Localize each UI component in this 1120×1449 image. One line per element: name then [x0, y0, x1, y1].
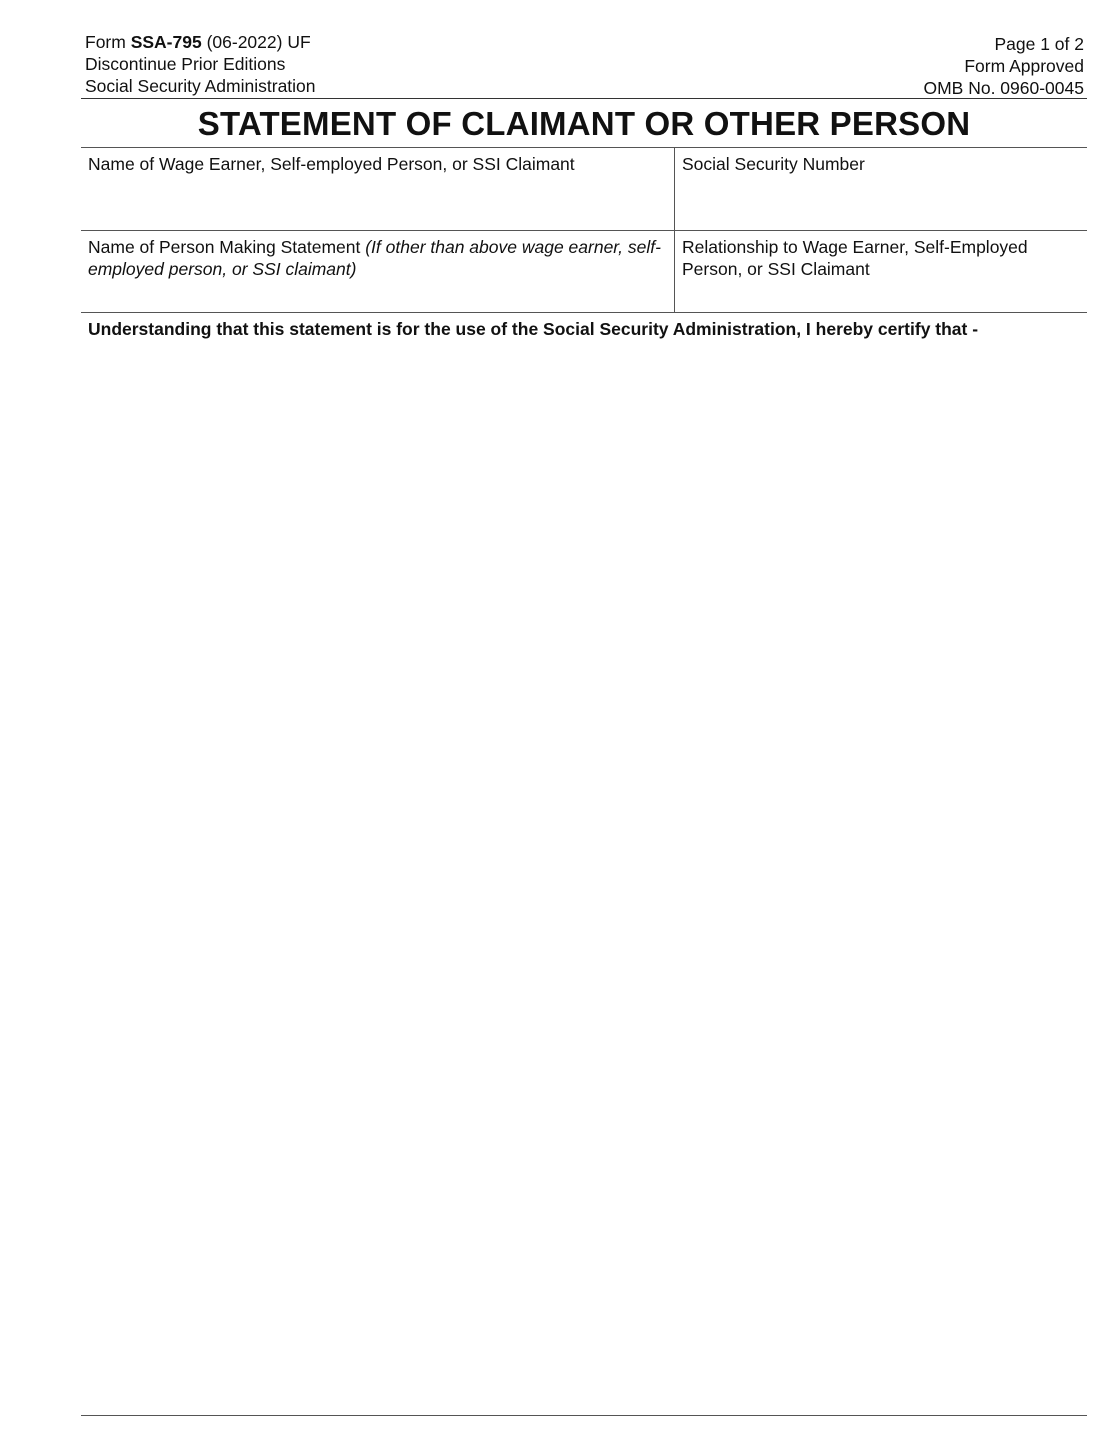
statement-maker-name-field[interactable] [81, 231, 675, 312]
grid-row-2 [81, 231, 1087, 313]
wage-earner-name-label: Name of Wage Earner, Self-employed Person, or SSI Claimant [88, 154, 575, 174]
discontinue-notice: Discontinue Prior Editions [85, 54, 286, 74]
form-number: SSA-795 [130, 32, 202, 52]
wage-earner-name-field[interactable] [81, 148, 675, 230]
form-revision: (06-2022) UF [201, 32, 311, 52]
ssn-field[interactable] [675, 148, 1087, 230]
statement-text-area[interactable] [81, 344, 1087, 1410]
form-number-line [85, 31, 316, 53]
header-divider [81, 98, 1087, 99]
certification-statement: Understanding that this statement is for the use of the Social Security Administration, I hereby certify that - [88, 319, 979, 339]
statement-maker-label: Name of Person Making Statement [88, 237, 366, 257]
page-number: Page 1 of 2 [994, 34, 1084, 54]
form-approved: Form Approved [964, 56, 1084, 76]
relationship-label: Relationship to Wage Earner, Self-Employed Person, or SSI Claimant [682, 237, 1028, 279]
grid-row-1 [81, 148, 1087, 231]
page-title: STATEMENT OF CLAIMANT OR OTHER PERSON [197, 105, 971, 142]
agency-name: Social Security Administration [85, 76, 316, 96]
relationship-field[interactable] [675, 231, 1087, 312]
ssn-label: Social Security Number [682, 154, 865, 174]
form-prefix: Form [85, 32, 131, 52]
footer-divider [81, 1415, 1087, 1416]
statement-maker-note: (If other than above wage earner, self-employed person, or SSI claimant) [88, 237, 661, 279]
omb-number: OMB No. 0960-0045 [923, 78, 1084, 98]
form-approval-info [923, 33, 1084, 99]
form-identification [85, 31, 316, 97]
claimant-info-grid [81, 147, 1087, 313]
